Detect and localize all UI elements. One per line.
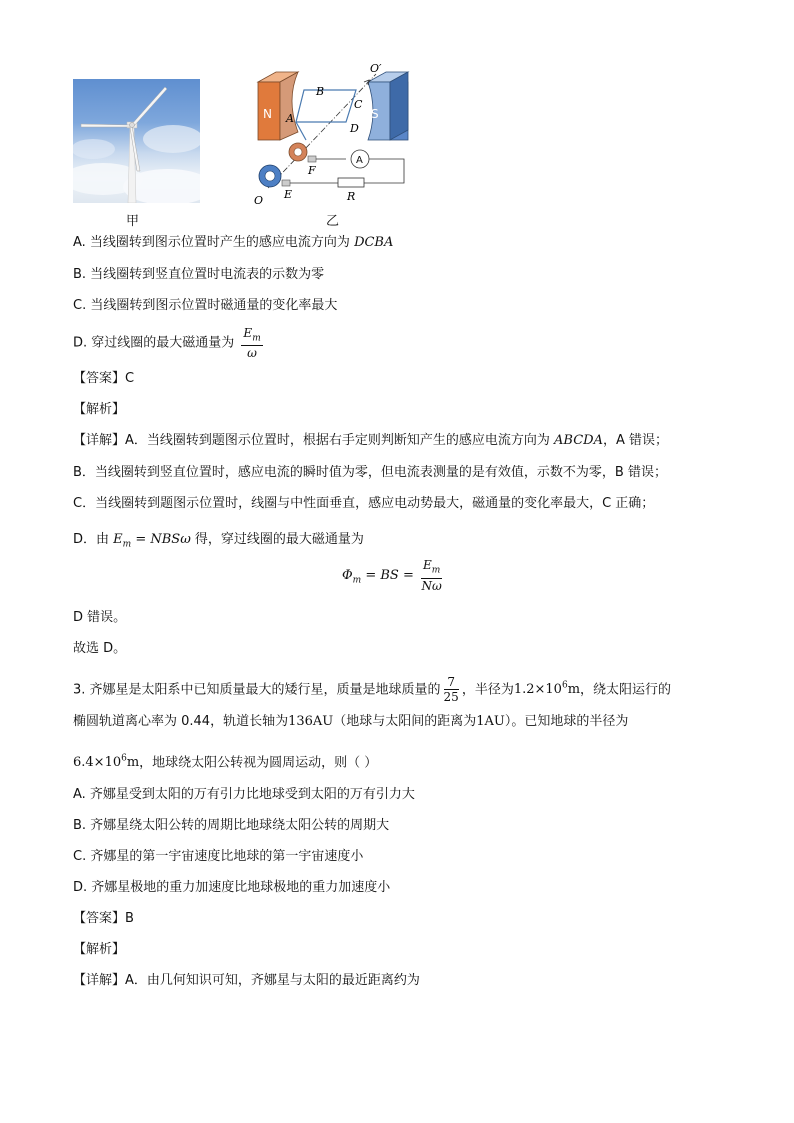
label-b: B [316, 85, 325, 98]
label-e: E [284, 188, 293, 201]
label-o: O [254, 194, 264, 207]
q3-detail-a: 【详解】A．由几何知识可知，齐娜星与太阳的最近距离约为 [73, 973, 420, 988]
q3-option-c: C. 齐娜星的第一宇宙速度比地球的第一宇宙速度小 [73, 849, 364, 864]
label-o-prime: O′ [370, 62, 382, 75]
n-pole-label: N [263, 107, 272, 121]
generator-diagram [246, 60, 411, 210]
q2-option-c: C. 当线圈转到图示位置时磁通量的变化率最大 [73, 298, 338, 313]
q2-detail-a: 【详解】A．当线圈转到题图示位置时，根据右手定则判断知产生的感应电流方向为 ABCDA，A 错误； [73, 433, 669, 448]
q3-stem-line-2: 椭圆轨道离心率为 0.44，轨道长轴为136AU（地球与太阳间的距离为1AU）。已知地球的半径为 [73, 714, 629, 729]
q2-option-d: D. 穿过线圈的最大磁通量为 $\frac{E_m}{\omega}$ [73, 326, 261, 361]
ammeter-label: A [356, 155, 363, 166]
label-c: C [354, 98, 363, 111]
label-f: F [308, 164, 316, 177]
q2-option-a: A. 当线圈转到图示位置时产生的感应电流方向为 DCBA [73, 235, 394, 250]
figure-caption-yi: 乙 [326, 214, 340, 229]
q2-detail-b: B．当线圈转到竖直位置时，感应电流的瞬时值为零，但电流表测量的是有效值，示数不为零，B 错误； [73, 465, 667, 480]
q2-option-b: B. 当线圈转到竖直位置时电流表的示数为零 [73, 267, 325, 282]
figure-caption-jia: 甲 [126, 214, 140, 229]
q2-detail-c: C．当线圈转到题图示位置时，线圈与中性面垂直，感应电动势最大，磁通量的变化率最大，C 正确； [73, 496, 655, 511]
q3-analysis-heading: 【解析】 [73, 942, 126, 957]
label-a: A [286, 112, 294, 125]
q2-choose: 故选 D。 [73, 641, 127, 656]
s-pole-label: S [371, 107, 379, 121]
q3-stem-line-3: $6.4\times 10^6m$，地球绕太阳公转视为圆周运动，则（ ） [73, 754, 378, 771]
q2-phi-formula: $\Phi_m$ = BS = $\frac{E_m}{N\omega}$ [342, 558, 442, 593]
wind-turbine-illustration [73, 79, 200, 203]
q2-detail-d: D．由 $E_m = NBS\omega$ 得，穿过线圈的最大磁通量为 [73, 532, 364, 550]
q2-analysis-heading: 【解析】 [73, 402, 126, 417]
label-d: D [350, 122, 359, 135]
q3-answer: 【答案】B [73, 911, 134, 926]
label-r: R [347, 190, 356, 203]
wind-turbine-photo [73, 79, 200, 203]
q3-option-d: D. 齐娜星极地的重力加速度比地球极地的重力加速度小 [73, 880, 391, 895]
q2-d-wrong: D 错误。 [73, 610, 127, 625]
q3-stem-line-1: 3. 齐娜星是太阳系中已知质量最大的矮行星，质量是地球质量的 $\frac{7}{25}$ ，半径为$1.2\times 10^6m$，绕太阳运行的 [73, 675, 672, 705]
q3-option-a: A. 齐娜星受到太阳的万有引力比地球受到太阳的万有引力大 [73, 787, 415, 802]
q3-option-b: B. 齐娜星绕太阳公转的周期比地球绕太阳公转的周期大 [73, 818, 390, 833]
q2-answer: 【答案】C [73, 371, 135, 386]
